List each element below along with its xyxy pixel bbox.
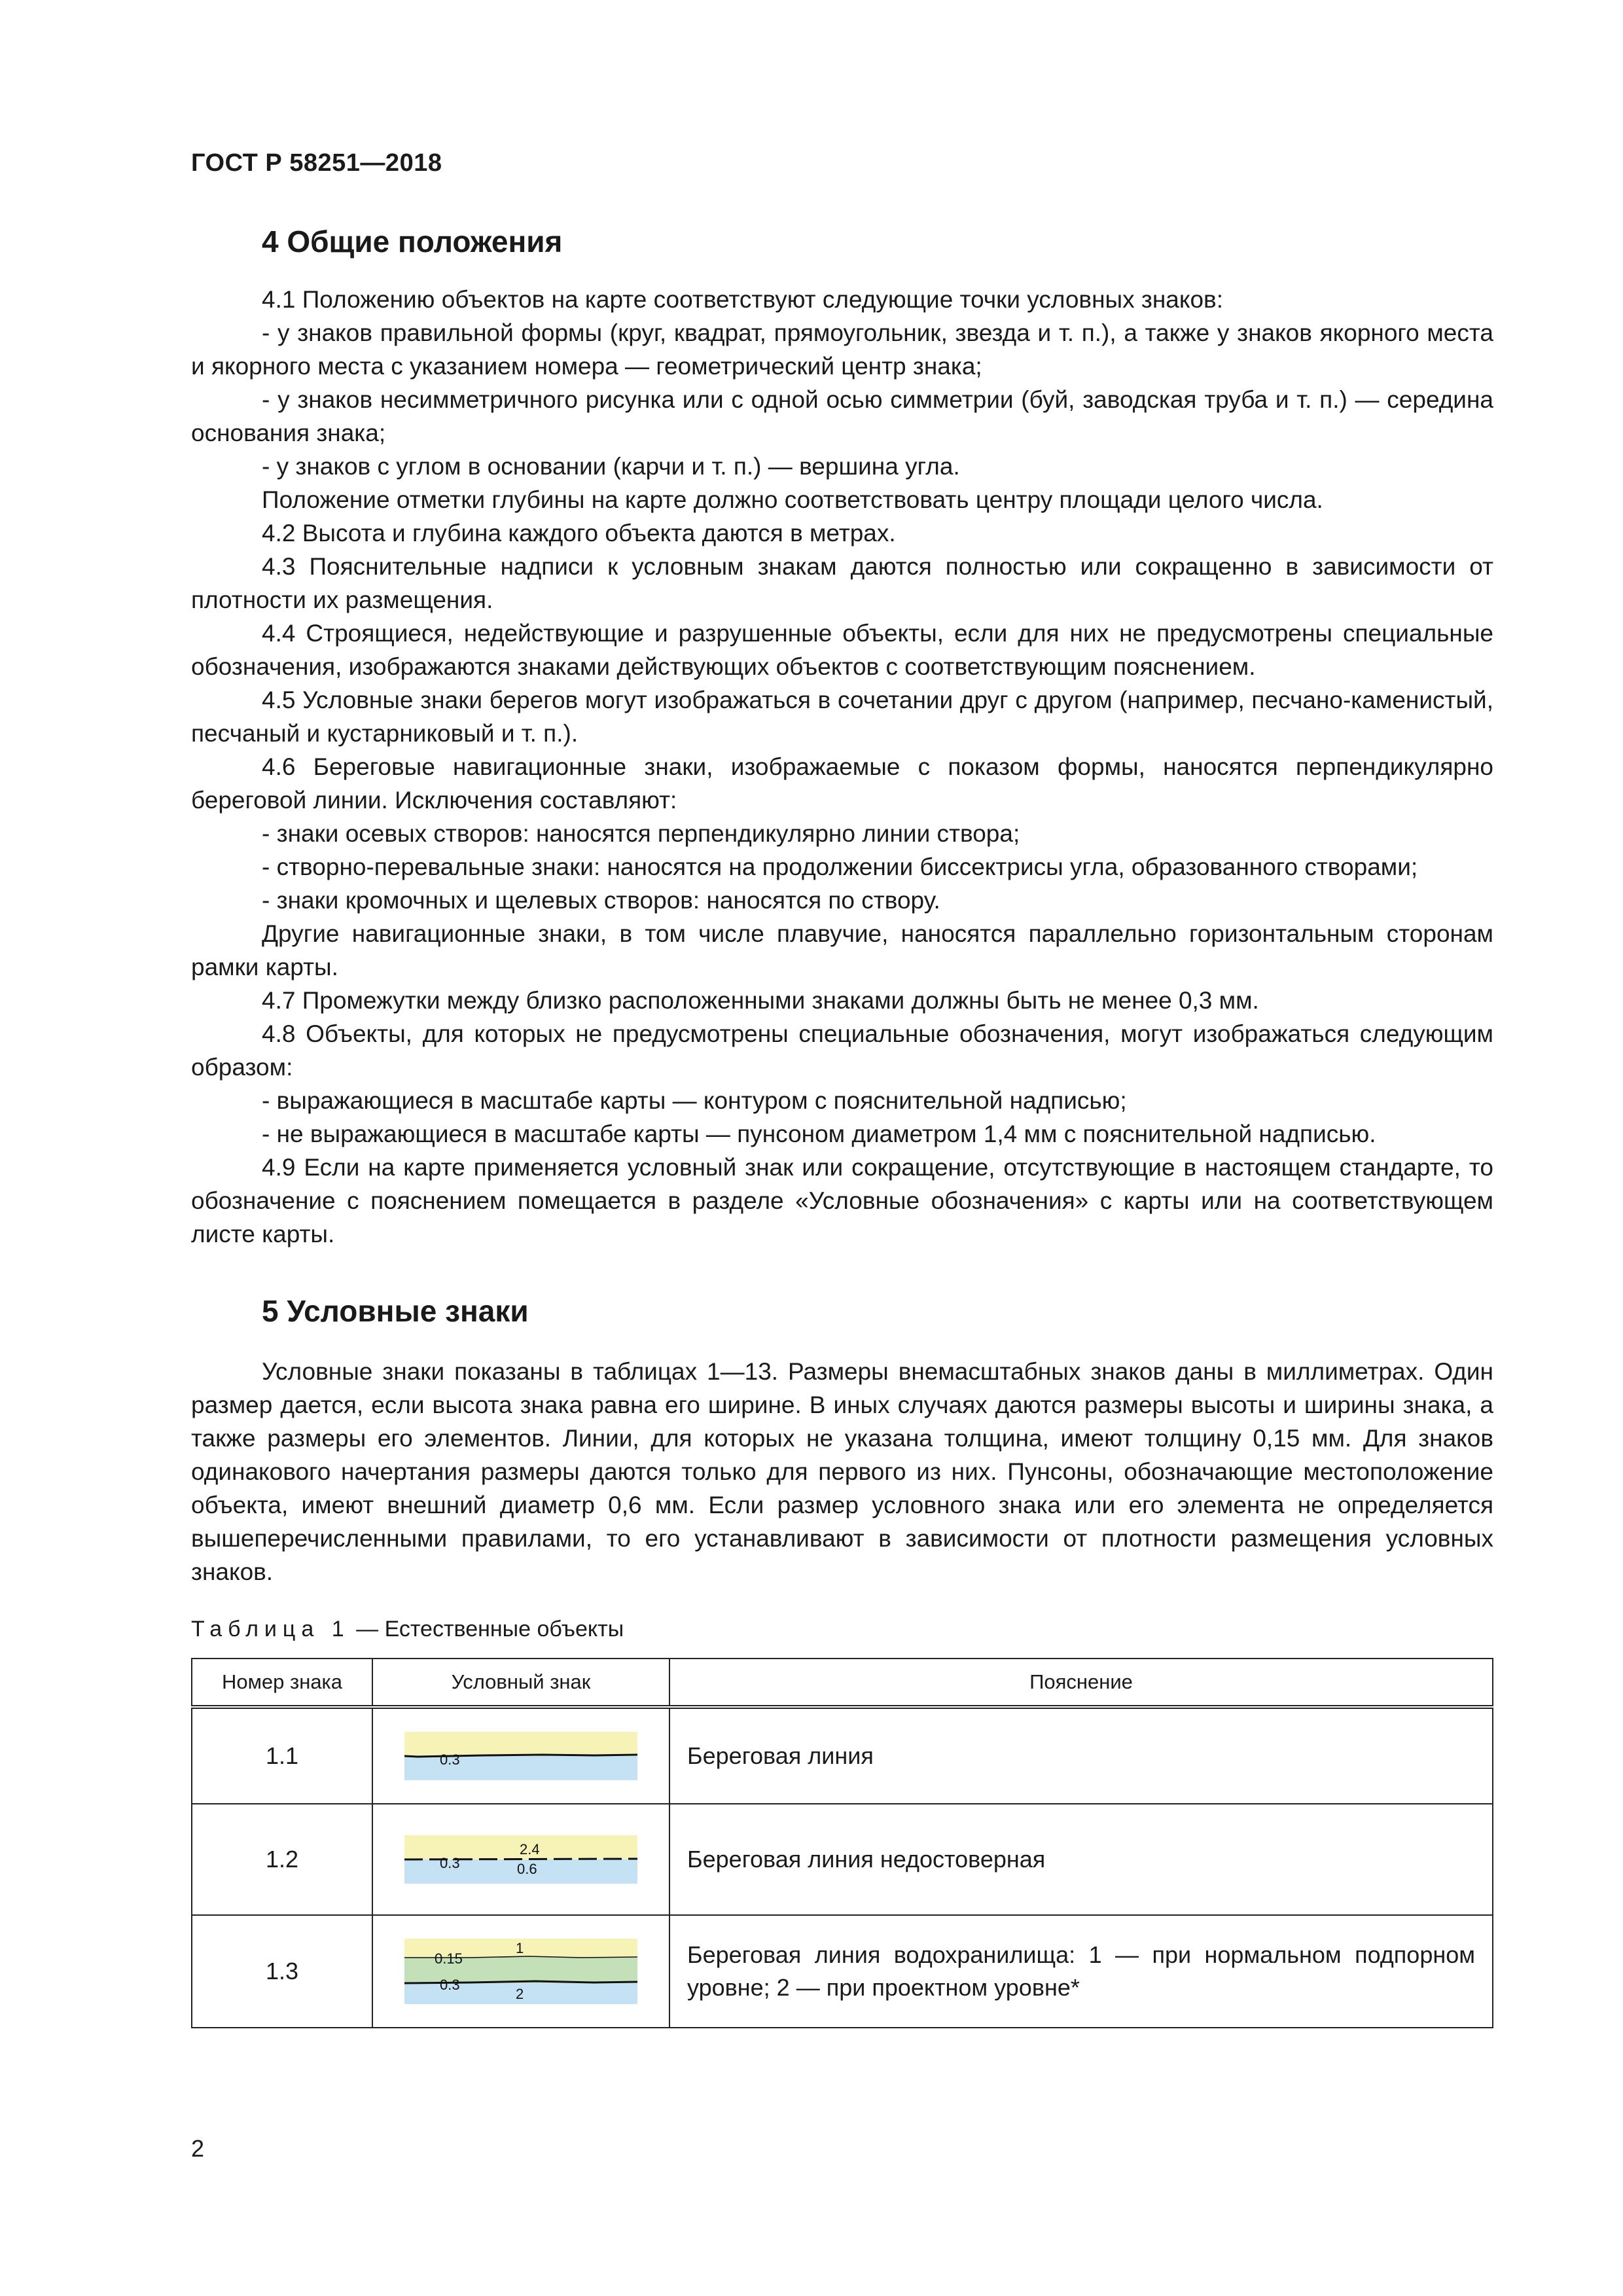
section-4-paragraph: - не выражающиеся в масштабе карты — пунсоном диаметром 1,4 мм с пояснительной надписью.: [262, 1121, 1376, 1147]
section-4-paragraph: - створно-перевальные знаки: наносятся на продолжении биссектрисы угла, образованного створами;: [262, 853, 1418, 880]
section-4-paragraph: 4.7 Промежутки между близко расположенными знаками должны быть не менее 0,3 мм.: [262, 987, 1259, 1014]
section-4-title: 4 Общие положения: [262, 224, 563, 259]
row-number: 1.3: [192, 1915, 372, 2028]
dim-label: 0.15: [435, 1950, 463, 1967]
row-number: 1.1: [192, 1707, 372, 1804]
uncertain-coastline-symbol: [404, 1835, 637, 1884]
row-description: [669, 1915, 1493, 2028]
section-4-paragraph: 4.9 Если на карте применяется условный знак или сокращение, отсутствующие в настоящем стандарте, то обозначение с пояснением помещается в разделе «Условные обозначения» с карты или на соответствующем листе карты.: [191, 1154, 1493, 1247]
row-description-text: Береговая линия водохранилища: 1 — при нормальном подпорном уровне; 2 — при проектном уровне*: [687, 1941, 1475, 2001]
section-5-body: [191, 1355, 1493, 1588]
section-5-paragraph: Условные знаки показаны в таблицах 1—13. Размеры внемасштабных знаков даны в миллиметрах. Один размер дается, если высота знака равна его ширине. В иных случаях даются размеры высоты и ширины знака, а также размеры его элементов. Линии, для которых не указана толщина, имеют толщину 0,15 мм. Для знаков одинакового начертания размеры даются только для первого из них. Пунсоны, обозначающие местоположение объекта, имеют внешний диаметр 0,6 мм. Если размер условного знака или его элемента не определяется вышеперечисленными правилами, то его устанавливают в зависимости от плотности размещения условных знаков.: [191, 1358, 1493, 1585]
section-4-paragraph: 4.5 Условные знаки берегов могут изображаться в сочетании друг с другом (например, песчано-каменистый, песчаный и кустарниковый и т. п.).: [191, 687, 1493, 747]
symbol-cell: [372, 1707, 669, 1804]
table-caption-title: — Естественные объекты: [349, 1617, 624, 1641]
level-label: 2: [516, 1986, 524, 2002]
section-4-paragraph: - знаки кромочных и щелевых створов: наносятся по створу.: [262, 887, 940, 914]
table-caption-prefix: Таблица 1: [191, 1617, 350, 1641]
section-4-paragraph: - у знаков правильной формы (круг, квадрат, прямоугольник, звезда и т. п.), а также у знаков якорного места и якорного места с указанием номера — геометрический центр знака;: [191, 319, 1493, 380]
section-4-paragraph: 4.8 Объекты, для которых не предусмотрены специальные обозначения, могут изображаться следующим образом:: [191, 1020, 1493, 1081]
header-explanation: Пояснение: [669, 1659, 1493, 1707]
table-row: [192, 1915, 1493, 2028]
dim-label: 0.6: [517, 1861, 537, 1877]
table-row: [192, 1707, 1493, 1804]
section-4-body: [191, 283, 1493, 1251]
dim-label: 0.3: [440, 1751, 460, 1768]
symbol-cell: [372, 1804, 669, 1915]
symbol-cell: [372, 1915, 669, 2028]
section-4-paragraph: 4.6 Береговые навигационные знаки, изображаемые с показом формы, наносятся перпендикулярно береговой линии. Исключения составляют:: [191, 753, 1493, 814]
table-caption: [191, 1617, 624, 1642]
document-header: ГОСТ Р 58251—2018: [191, 149, 442, 177]
coastline-symbol: [404, 1732, 637, 1780]
dim-label: 2.4: [520, 1841, 540, 1857]
level-label: 1: [516, 1940, 524, 1956]
page-number: 2: [191, 2135, 205, 2162]
symbols-table: [191, 1658, 1493, 2028]
table-row: [192, 1804, 1493, 1915]
section-4-paragraph: Другие навигационные знаки, в том числе плавучие, наносятся параллельно горизонтальным сторонам рамки карты.: [191, 920, 1493, 980]
row-description: Береговая линия: [669, 1707, 1493, 1804]
header-symbol: Условный знак: [372, 1659, 669, 1707]
section-4-paragraph: - знаки осевых створов: наносятся перпендикулярно линии створа;: [262, 820, 1020, 847]
row-description: Береговая линия недостоверная: [669, 1804, 1493, 1915]
section-4-paragraph: 4.1 Положению объектов на карте соответствуют следующие точки условных знаков:: [262, 286, 1223, 313]
section-5-title: 5 Условные знаки: [262, 1294, 529, 1328]
section-4-paragraph: 4.4 Строящиеся, недействующие и разрушенные объекты, если для них не предусмотрены специальные обозначения, изображаются знаками действующих объектов с соответствующим пояснением.: [191, 620, 1493, 680]
section-4-paragraph: - у знаков с углом в основании (карчи и т. п.) — вершина угла.: [262, 453, 960, 480]
reservoir-coastline-symbol: [404, 1939, 637, 2004]
section-4-paragraph: - у знаков несимметричного рисунка или с одной осью симметрии (буй, заводская труба и т. п.) — середина основания знака;: [191, 386, 1493, 446]
table-header-row: [192, 1659, 1493, 1707]
section-4-paragraph: 4.3 Пояснительные надписи к условным знакам даются полностью или сокращенно в зависимости от плотности их размещения.: [191, 553, 1493, 613]
row-number: 1.2: [192, 1804, 372, 1915]
dim-label: 0.3: [440, 1977, 460, 1993]
section-4-paragraph: 4.2 Высота и глубина каждого объекта даются в метрах.: [262, 520, 896, 547]
section-4-paragraph: Положение отметки глубины на карте должно соответствовать центру площади целого числа.: [262, 486, 1323, 513]
dim-label: 0.3: [440, 1855, 460, 1871]
section-4-paragraph: - выражающиеся в масштабе карты — контуром с пояснительной надписью;: [262, 1087, 1127, 1114]
header-number: Номер знака: [192, 1659, 372, 1707]
